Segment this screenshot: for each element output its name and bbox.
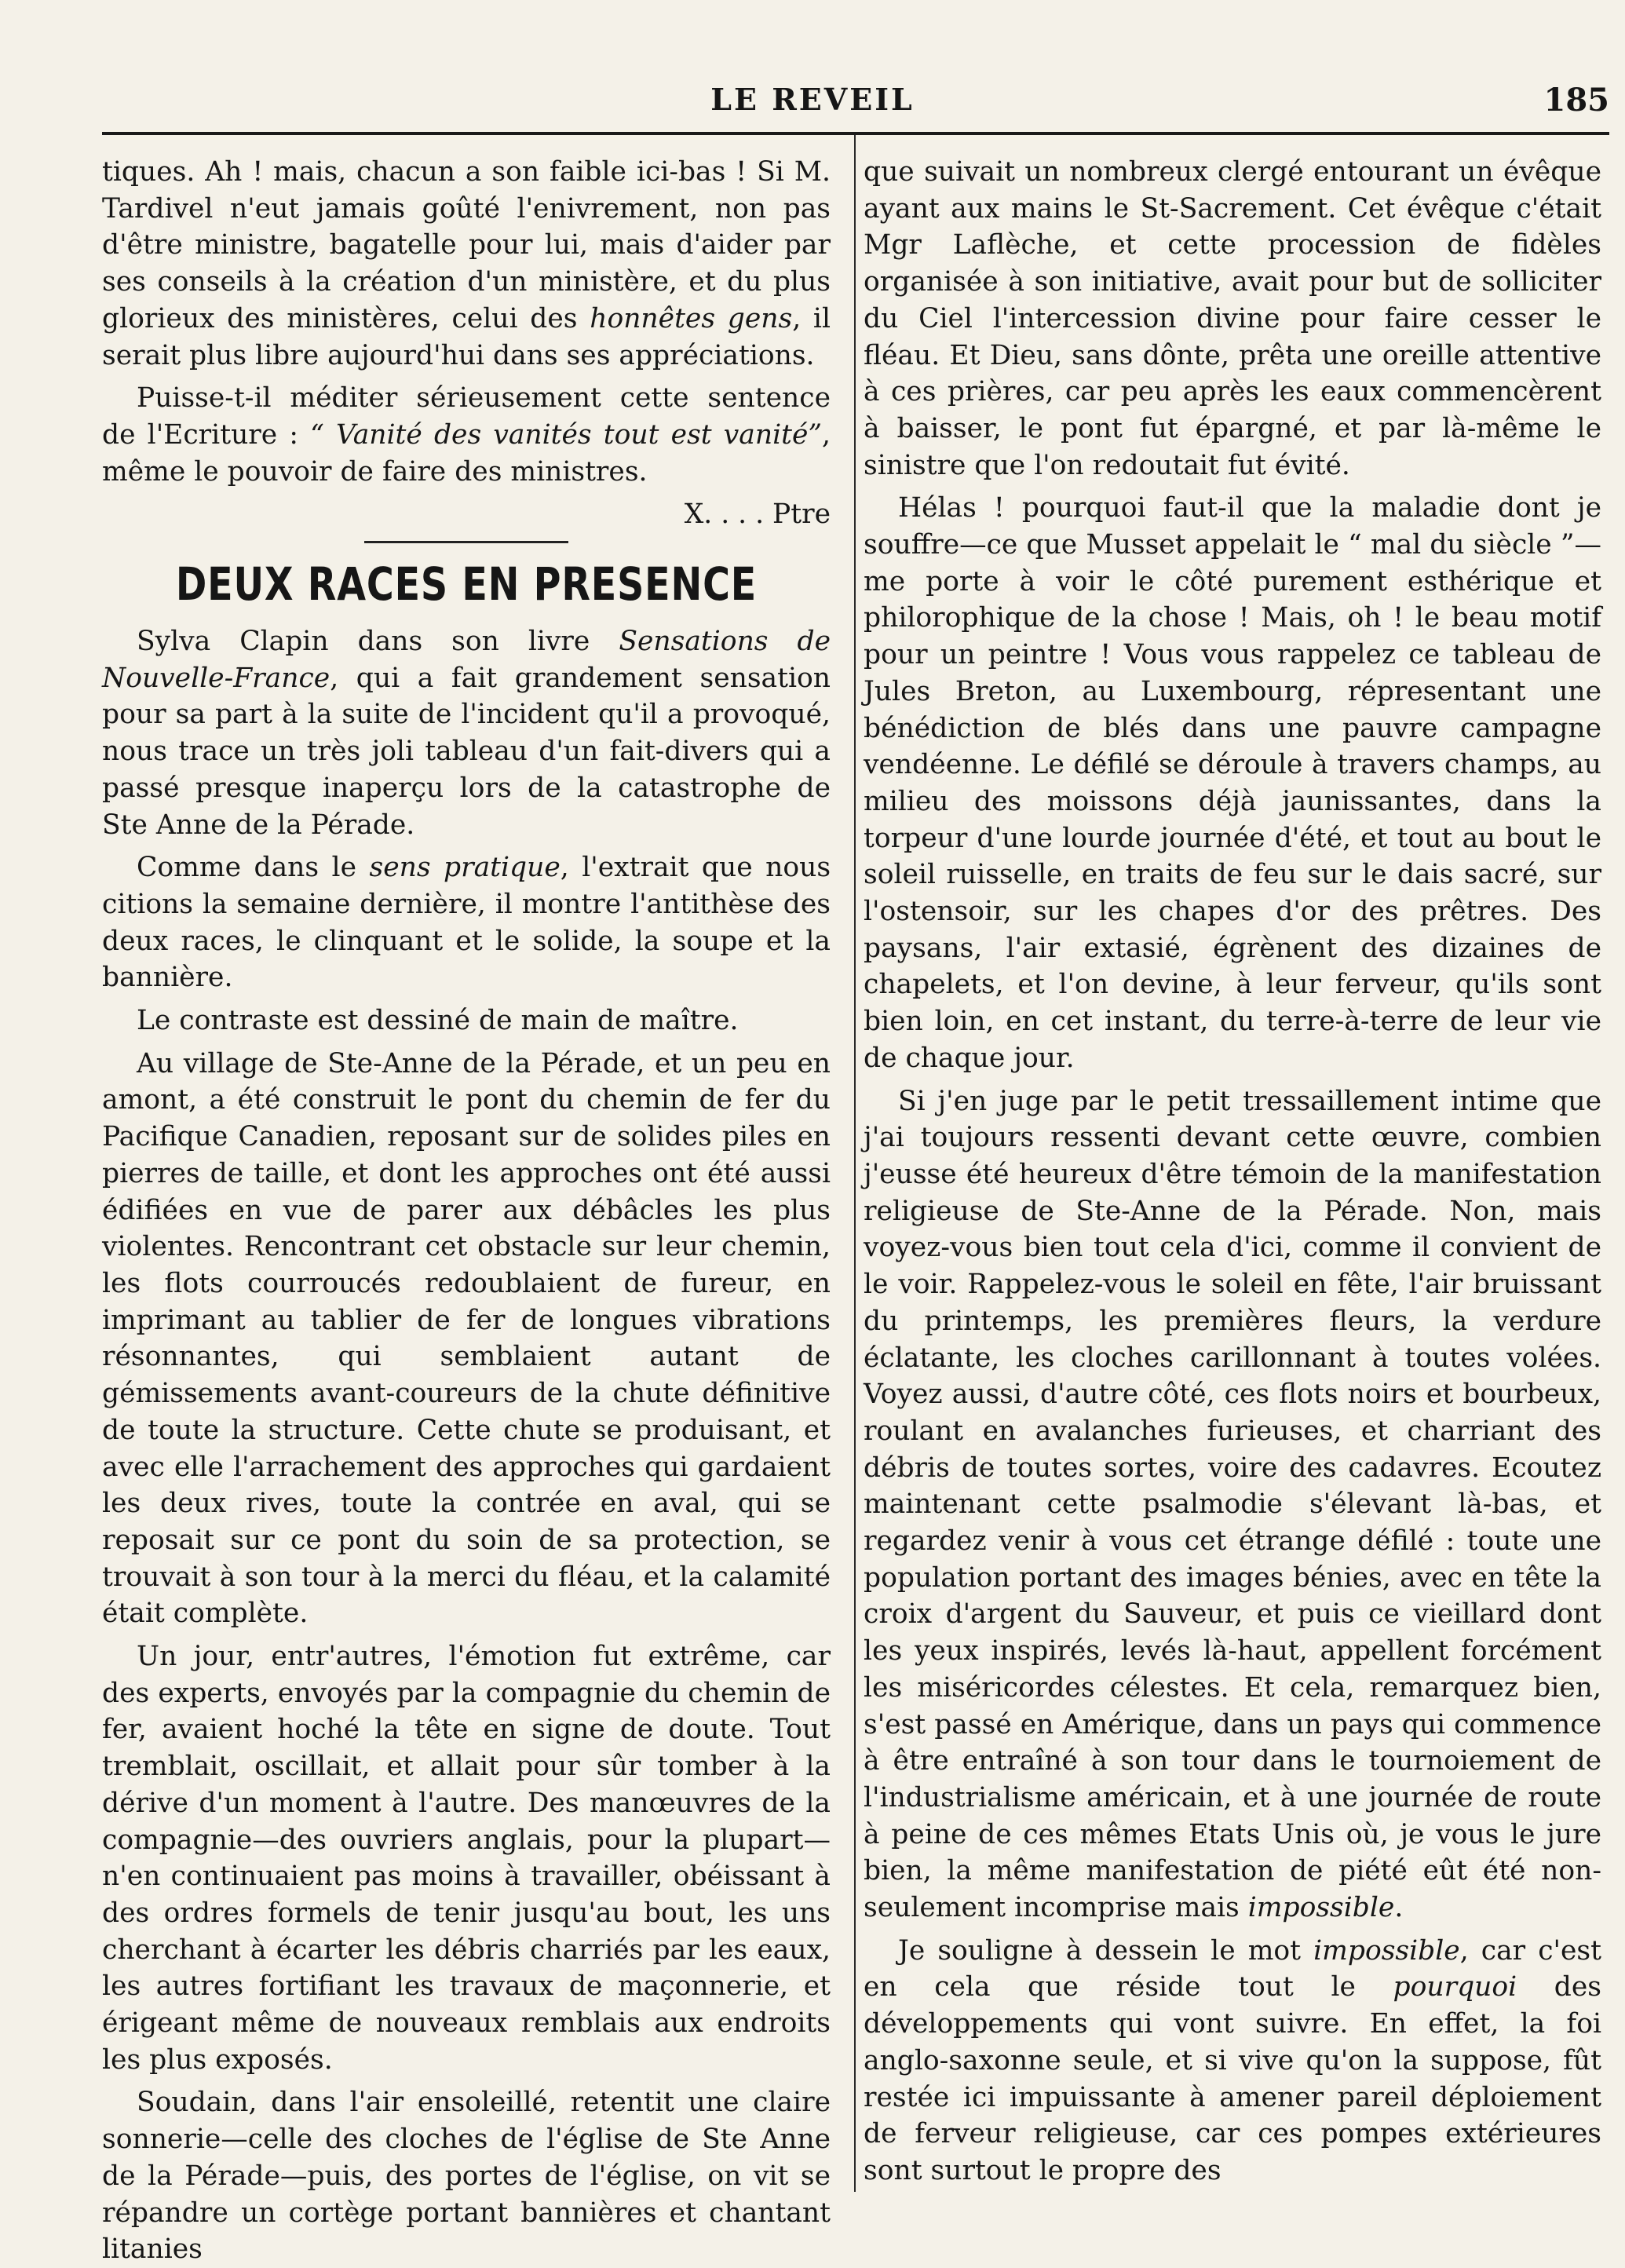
text: , car c'est en cela que réside tout le (864, 1934, 1602, 2003)
italic-text: sens pratique (369, 852, 561, 884)
paragraph: Au village de Ste-Anne de la Pérade, et un peu en amont, a été construit le pont du chemin de fer du Pacifique Canadien, reposant sur de solides piles en pierres de taille, et dont les approches ont été aussi édifiées en vue de parer aux débâcles les plus violentes. Rencontrant cet obstacle sur leur chemin, les flots courroucés redoublaient de fureur, en imprimant au tablier de fer de longues vibrations résonnantes, qui semblaient autant de gémissements avant-coureurs de la chute définitive de toute la structure. Cette chute se produisant, et avec elle l'arrachement des approches qui gardaient les deux rives, toute la contrée en aval, qui se reposait sur ce pont du soin de sa protection, se trouvait à son tour à la merci du fléau, et la calamité était complète. (102, 1047, 831, 1630)
paragraph (864, 1083, 1601, 1927)
text: Puisse-t-il méditer sérieusement cette sentence de l'Ecriture : (102, 382, 831, 451)
paragraph (864, 1933, 1601, 2189)
paragraph: Le contraste est dessiné de main de maître. (137, 1005, 739, 1037)
text: . (1394, 1892, 1404, 1924)
text: des développements qui vont suivre. En effet, la foi anglo-saxonne seule, et si vive qu'on la suppose, fût restée ici impuissante à amener pareil déploiement de ferveur religieuse, car ces pompes extérieures sont surtout le propre des (864, 1971, 1602, 2186)
text: Comme dans le (137, 852, 356, 884)
column-divider (854, 135, 856, 2192)
italic-text: “ Vanité des vanités tout est vanité” (310, 418, 823, 451)
text: , l'extrait que nous citions la semaine dernière, il montre l'antithèse des deux races, le clinquant et le solide, la soupe et la bannière. (102, 852, 831, 994)
italic-text: impossible (1313, 1934, 1460, 1967)
text: tiques. Ah ! mais, chacun a son faible ici-bas ! Si M. Tardivel n'eut jamais goûté l'enivrement, non pas d'être ministre, bagatelle pour lui, mais d'aider par ses conseils à la création d'un ministère, et du plus glorieux des ministères, celui des (102, 156, 831, 334)
paragraph: Hélas ! pourquoi faut-il que la maladie dont je souffre—ce que Musset appelait le “ mal du siècle ”—me porte à voir le côté purement esthérique et philorophique de la chose ! Mais, oh ! le beau motif pour un peintre ! Vous vous rappelez ce tableau de Jules Breton, au Luxembourg, répresentant une bénédiction de blés dans une pauvre campagne vendéenne. Le défilé se déroule à travers champs, au milieu des moissons déjà jaunissantes, dans la torpeur d'une lourde journée d'été, et tout au bout le soleil ruisselle, en traits de feu sur le dais sacré, sur l'ostensoir, sur les chapes d'or des prêtres. Des paysans, l'air extasié, égrènent des dizaines de chapelets, et l'on devine, à leur ferveur, qu'ils sont bien loin, en cet instant, du terre-à-terre de leur vie de chaque jour. (864, 492, 1601, 1074)
right-column (864, 154, 1601, 2195)
separator-rule (364, 541, 568, 543)
paragraph (102, 623, 831, 843)
italic-text: honnêtes gens (590, 302, 793, 334)
text: , même le pouvoir de faire des ministres. (102, 418, 831, 488)
paragraph (102, 380, 831, 490)
paragraph: Soudain, dans l'air ensoleillé, retentit une claire sonnerie—celle des cloches de l'église de Ste Anne de la Pérade—puis, des portes de l'église, on vit se répandre un cortège portant bannières et chantant litanies (102, 2087, 831, 2266)
header-rule (102, 132, 1609, 135)
signature: X. . . . Ptre (684, 499, 831, 531)
text: Si j'en juge par le petit tressaillement intime que j'ai toujours ressenti devant cette œuvre, combien j'eusse été heureux d'être témoin de la manifestation religieuse de Ste-Anne de la Pérade. Non, mais voyez-vous bien tout cela d'ici, comme il convient de le voir. Rappelez-vous le soleil en fête, l'air bruissant du printemps, les premières fleurs, la verdure éclatante, les cloches carillonnant à toutes volées. Voyez aussi, d'autre côté, ces flots noirs et bourbeux, roulant en avalanches furieuses, et charriant des débris de toutes sortes, voire des cadavres. Ecoutez maintenant cette psalmodie s'élevant là-bas, et regardez venir à vous cet étrange défilé : toute une population portant des images bénies, avec en tête la croix d'argent du Sauveur, et puis ce vieillard dont les yeux inspirés, levés là-haut, appellent forcément les miséricordes célestes. Et cela, remarquez bien, s'est passé en Amérique, dans un pays qui commence à être entraîné à son tour dans le tournoiement de l'industrialisme américain, et à une journée de route à peine de ces mêmes Etats Unis où, je vous le jure bien, la même manifestation de piété eût été non-seulement incomprise mais (864, 1085, 1601, 1924)
article-title: DEUX RACES EN PRESENCE (175, 557, 758, 612)
italic-text: pourquoi (1393, 1971, 1517, 2003)
italic-text: impossible (1247, 1892, 1395, 1924)
paragraph: que suivait un nombreux clergé entourant un évêque ayant aux mains le St-Sacrement. Cet évêque c'était Mgr Laflèche, et cette procession de fidèles organisée à son initiative, avait pour but de solliciter du Ciel l'intercession divine pour faire cesser le fléau. Et Dieu, sans dônte, prêta une oreille attentive à ces prières, car peu après les eaux commencèrent à baisser, le pont fut épargné, et par là-même le sinistre que l'on redoutait fut évité. (864, 156, 1601, 481)
page-header (0, 82, 1625, 129)
paragraph (102, 154, 831, 374)
text: , il serait plus libre aujourd'hui dans ses appréciations. (102, 302, 831, 371)
paragraph (102, 849, 831, 996)
running-title: LE REVEIL (710, 82, 915, 117)
text: , qui a fait grandement sensation pour sa part à la suite de l'incident qu'il a provoqué, nous trace un très joli tableau d'un fait-divers qui a passé presque inaperçu lors de la catastrophe de Ste Anne de la Pérade. (102, 662, 831, 841)
paragraph: Un jour, entr'autres, l'émotion fut extrême, car des experts, envoyés par la compagnie du chemin de fer, avaient hoché la tête en signe de doute. Tout tremblait, oscillait, et allait pour sûr tomber à la dérive d'un moment à l'autre. Des manœuvres de la compagnie—des ouvriers anglais, pour la plupart—n'en continuaient pas moins à travailler, obéissant à des ordres formels de tenir jusqu'au bout, les uns cherchant à écarter les débris charriés par les eaux, les autres fortifiant les travaux de maçonnerie, et érigeant même de nouveaux remblais aux endroits les plus exposés. (102, 1641, 831, 2076)
text: Je souligne à dessein le mot (898, 1934, 1302, 1967)
text: Sylva Clapin dans son livre (137, 626, 590, 658)
italic-text: Sensations de Nouvelle-France (102, 626, 831, 694)
page-number: 185 (1543, 82, 1609, 119)
left-column (102, 154, 831, 2266)
